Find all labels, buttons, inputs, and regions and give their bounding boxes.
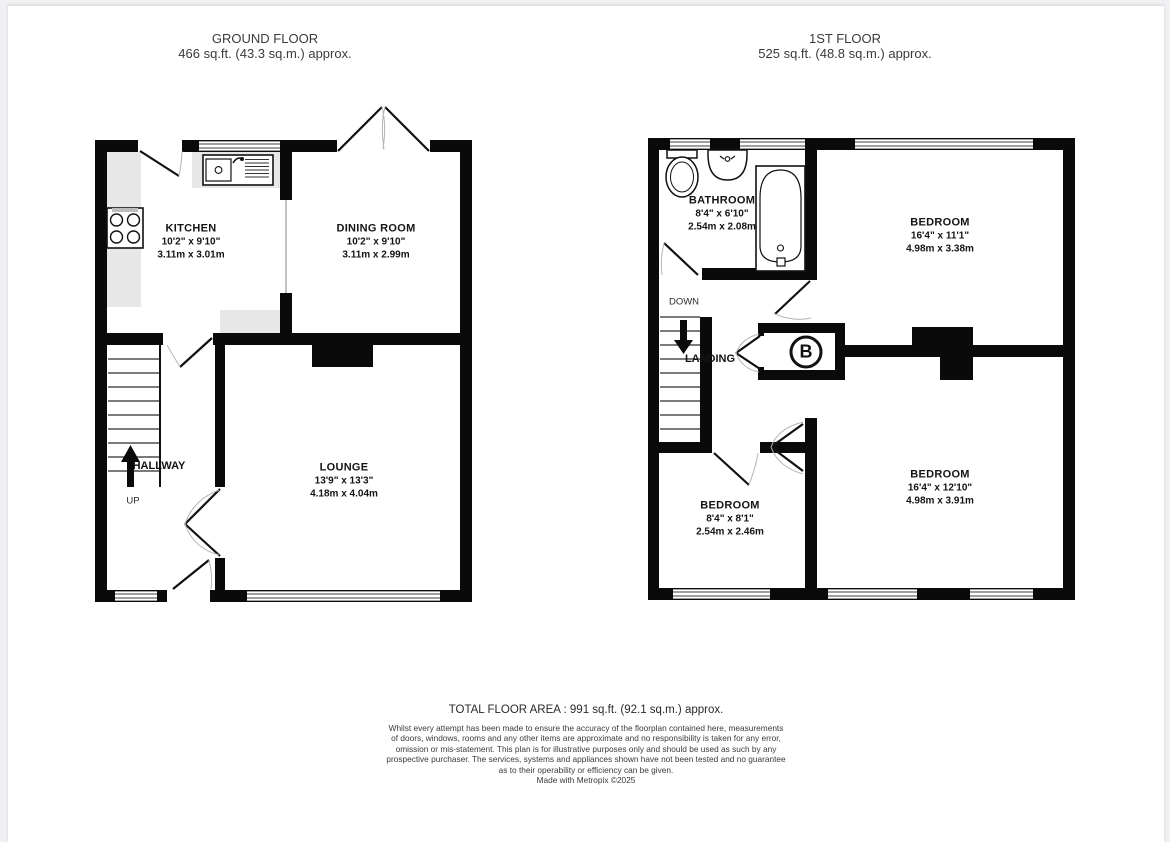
- stairs-down: [660, 317, 700, 429]
- walls: [95, 140, 472, 602]
- stairs-down-label: DOWN: [668, 296, 700, 308]
- room-label-bedroom-3: BEDROOM 16'4" x 12'10" 4.98m x 3.91m: [906, 468, 974, 507]
- toilet-icon: [666, 150, 698, 197]
- room-label-bedroom-2: BEDROOM 8'4" x 8'1" 2.54m x 2.46m: [696, 499, 764, 538]
- disclaimer-line: omission or mis-statement. This plan is for illustrative purposes only and should be used as such by any: [395, 743, 777, 754]
- boiler-circle: B: [790, 336, 823, 369]
- disclaimer-line: prospective purchaser. The services, systems and appliances shown have not been tested and no guarantee: [386, 754, 786, 765]
- room-label-hallway: HALLWAY: [132, 460, 186, 472]
- ground-floor-header: [178, 31, 351, 61]
- room-label-kitchen: KITCHEN 10'2" x 9'10" 3.11m x 3.01m: [157, 222, 225, 261]
- room-label-dining-room: DINING ROOM 10'2" x 9'10" 3.11m x 2.99m: [336, 222, 416, 261]
- first-floor-plan: [648, 138, 1075, 600]
- footer-disclaimer: [386, 723, 785, 785]
- ground-floor-title: GROUND FLOOR: [211, 31, 319, 46]
- ground-floor-plan: [95, 140, 472, 602]
- disclaimer-line: of doors, windows, rooms and any other items are approximate and no responsibility is taken for any error,: [391, 733, 781, 744]
- first-floor-title: 1ST FLOOR: [808, 31, 882, 46]
- sink-icon: [203, 155, 273, 185]
- disclaimer-line: as to their operability or efficiency can be given.: [498, 764, 674, 775]
- hob-icon: [107, 208, 143, 248]
- total-floor-area: TOTAL FLOOR AREA : 991 sq.ft. (92.1 sq.m.) approx.: [448, 704, 724, 716]
- room-label-lounge: LOUNGE 13'9" x 13'3" 4.18m x 4.04m: [310, 461, 378, 500]
- room-label-bedroom-1: BEDROOM 16'4" x 11'1" 4.98m x 3.38m: [906, 216, 974, 255]
- ground-floor-drawing: [95, 92, 472, 602]
- window-icon: [115, 140, 440, 602]
- room-label-bathroom: BATHROOM 8'4" x 6'10" 2.54m x 2.08m: [688, 194, 756, 233]
- disclaimer-line: Whilst every attempt has been made to ensure the accuracy of the floorplan contained here, measurements: [388, 723, 784, 733]
- stairs-up-label: UP: [126, 495, 140, 507]
- bathtub-icon: [756, 166, 805, 271]
- first-floor-header: [758, 31, 931, 61]
- first-floor-area: 525 sq.ft. (48.8 sq.m.) approx.: [758, 46, 932, 61]
- metropix-credit: Made with Metropix ©2025: [536, 775, 636, 786]
- basin-icon: [708, 150, 747, 180]
- down-arrow-icon: [674, 320, 693, 354]
- ground-floor-area: 466 sq.ft. (43.3 sq.m.) approx.: [178, 46, 352, 61]
- room-label-landing: LANDING: [684, 353, 736, 365]
